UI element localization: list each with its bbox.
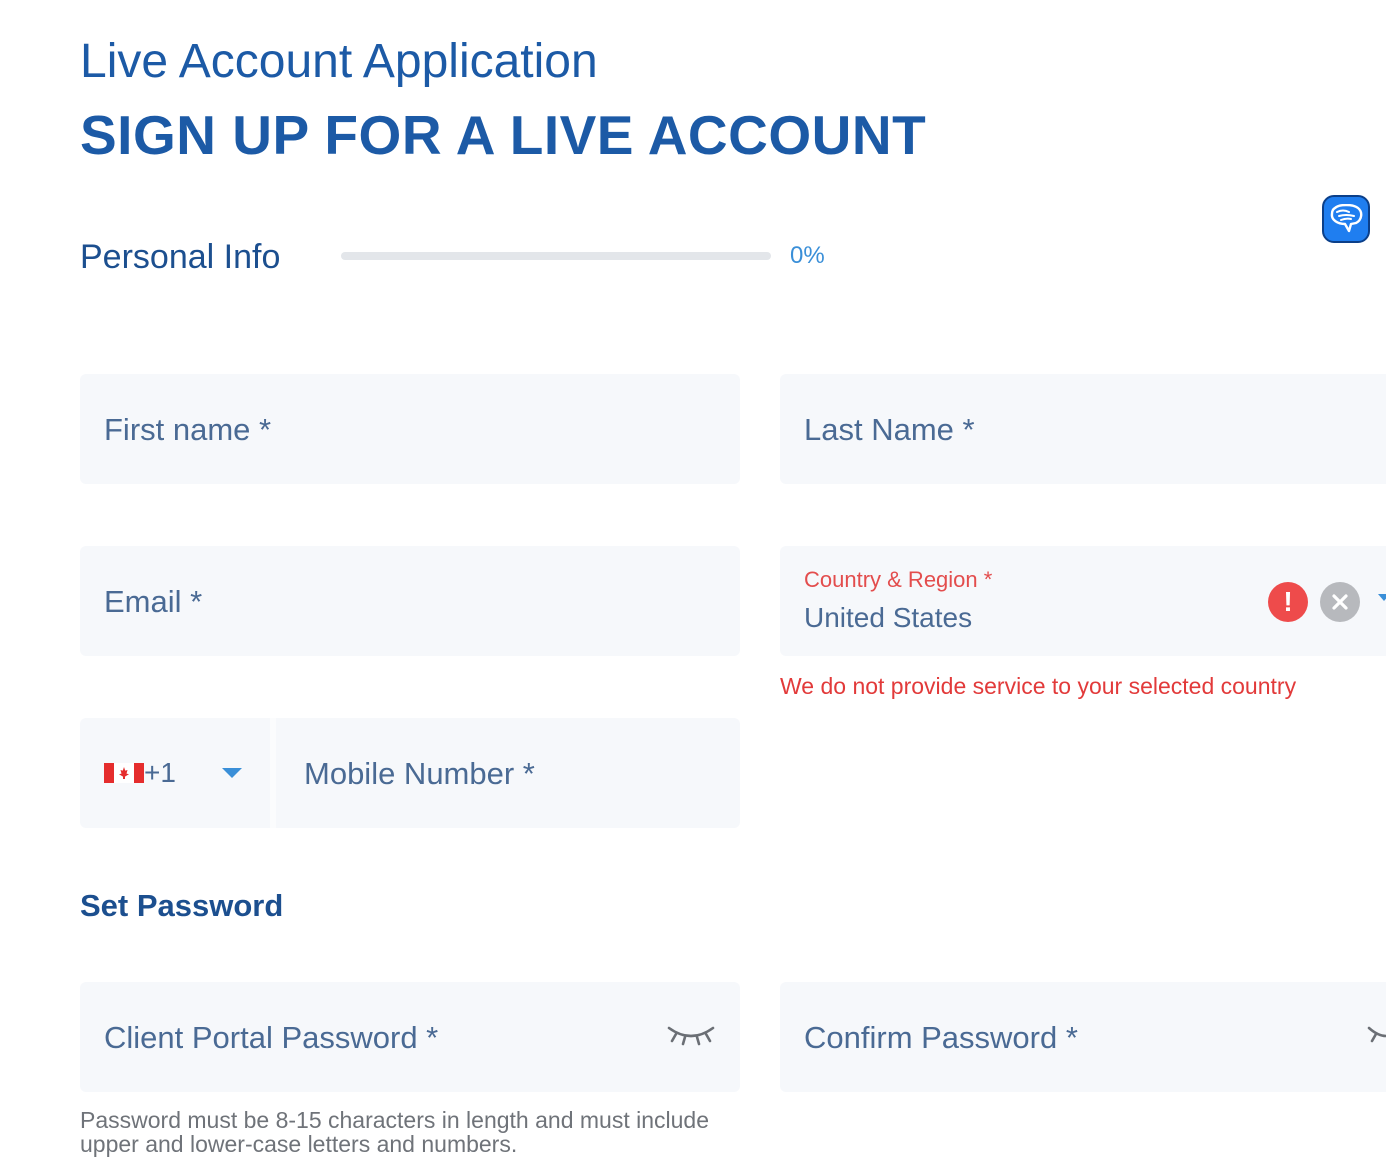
progress-percent: 0% [790, 242, 825, 269]
brain-chat-icon [1329, 204, 1363, 234]
page-subtitle: Live Account Application [80, 35, 598, 88]
mobile-number-field[interactable] [80, 718, 740, 828]
progress-bar [341, 252, 771, 260]
last-name-placeholder: Last Name * [804, 412, 975, 447]
confirm-password-placeholder: Confirm Password * [804, 1020, 1078, 1055]
email-field[interactable] [80, 546, 740, 656]
error-icon: ! [1268, 582, 1308, 622]
country-error-message: We do not provide service to your selected country [780, 673, 1297, 699]
email-placeholder: Email * [104, 584, 203, 619]
client-portal-password-field[interactable] [80, 982, 740, 1092]
password-placeholder: Client Portal Password * [104, 1020, 439, 1055]
country-region-select[interactable] [780, 546, 1386, 656]
first-name-placeholder: First name * [104, 412, 272, 447]
eye-closed-icon[interactable] [1366, 1022, 1386, 1048]
dial-code-value: +1 [144, 757, 176, 788]
country-region-label: Country & Region * [804, 567, 993, 592]
eye-closed-icon[interactable] [666, 1022, 716, 1048]
page-title: SIGN UP FOR A LIVE ACCOUNT [80, 104, 927, 166]
section-title: Personal Info [80, 238, 281, 276]
clear-icon[interactable] [1320, 582, 1360, 622]
first-name-field[interactable] [80, 374, 740, 484]
mobile-number-placeholder: Mobile Number * [304, 756, 535, 791]
set-password-heading: Set Password [80, 888, 284, 923]
caret-down-icon [222, 768, 242, 778]
confirm-password-field[interactable] [780, 982, 1386, 1092]
assistant-button[interactable] [1322, 195, 1370, 243]
close-icon [1330, 592, 1350, 612]
password-hint: Password must be 8-15 characters in length and must include upper and lower-case letters and numbers. [80, 1107, 709, 1157]
chevron-down-icon[interactable] [1378, 594, 1386, 601]
last-name-field[interactable] [780, 374, 1386, 484]
canada-flag-icon [104, 763, 144, 783]
country-region-value: United States [804, 602, 973, 633]
phone-divider [270, 718, 276, 828]
dial-code-select[interactable] [80, 718, 270, 828]
